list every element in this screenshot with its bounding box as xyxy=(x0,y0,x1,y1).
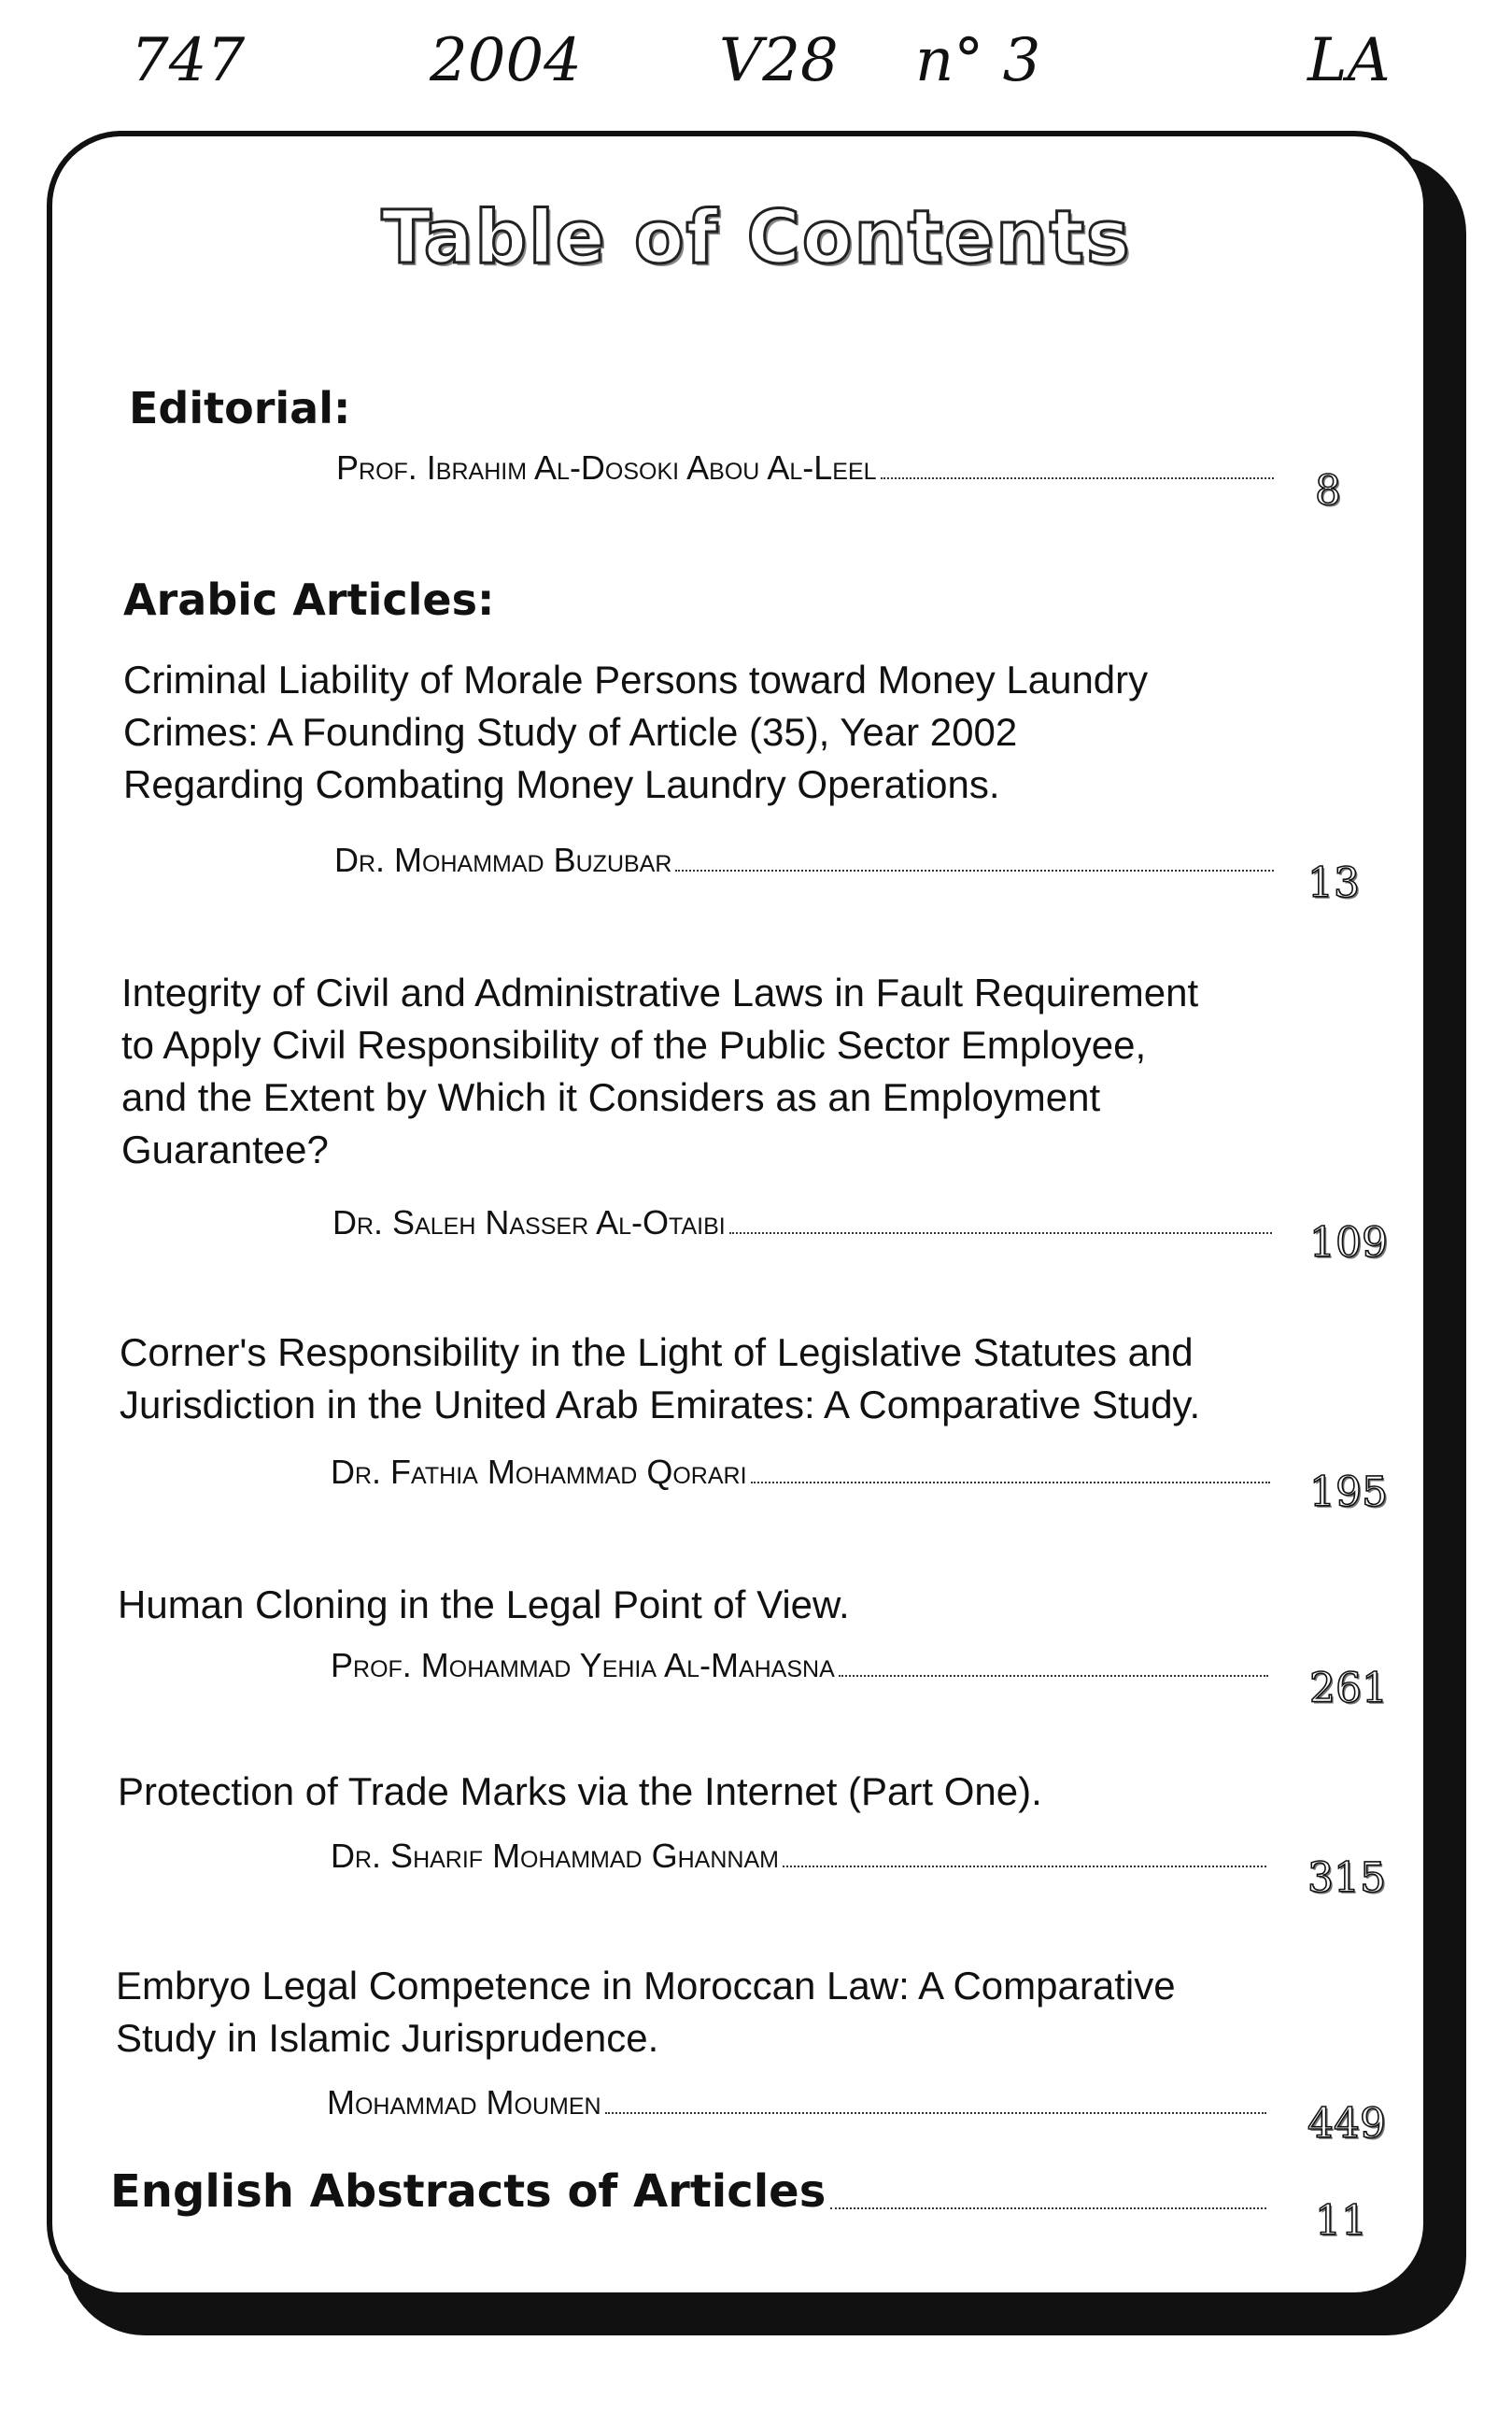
section-heading-arabic-articles: Arabic Articles: xyxy=(123,575,495,625)
dot-leader xyxy=(839,1649,1268,1677)
title-line: Embryo Legal Competence in Moroccan Law: A Comparative xyxy=(116,1964,1176,2008)
toc-author-line[interactable] xyxy=(334,841,1278,887)
title-line: Jurisdiction in the United Arab Emirates: A Comparative Study. xyxy=(120,1383,1201,1426)
handwritten-note: LA xyxy=(1307,26,1391,95)
toc-article-title[interactable] xyxy=(116,1960,1330,2064)
page-number: 109 xyxy=(1309,1219,1388,1267)
author-name: Dr. Fathia Mohammad Qorari xyxy=(331,1453,747,1491)
handwritten-note: n° 3 xyxy=(915,26,1041,95)
toc-author-line[interactable] xyxy=(336,448,1278,495)
title-line: Study in Islamic Jurisprudence. xyxy=(116,2016,659,2060)
toc-author-line[interactable] xyxy=(327,2083,1270,2130)
dot-leader xyxy=(729,1206,1272,1234)
dot-leader xyxy=(675,844,1274,872)
dot-leader xyxy=(751,1455,1270,1483)
author-name: Mohammad Moumen xyxy=(327,2083,601,2121)
toc-author-line[interactable] xyxy=(331,1646,1272,1693)
handwritten-note: V28 xyxy=(719,26,839,95)
handwritten-annotation xyxy=(0,26,1512,129)
title-line: and the Extent by Which it Considers as an Employment xyxy=(121,1075,1101,1119)
title-line: Guarantee? xyxy=(121,1128,329,1171)
handwritten-note: 747 xyxy=(131,26,246,95)
dot-leader xyxy=(830,2181,1266,2209)
handwritten-note: 2004 xyxy=(430,26,582,95)
toc-article-title[interactable] xyxy=(121,967,1335,1176)
page-number: 449 xyxy=(1307,2100,1386,2148)
page-title: Table of Contents xyxy=(381,196,1132,280)
page-number: 8 xyxy=(1315,467,1341,515)
title-line: Human Cloning in the Legal Point of View. xyxy=(118,1582,850,1626)
page-number: 195 xyxy=(1309,1468,1388,1516)
toc-author-line[interactable] xyxy=(331,1453,1274,1499)
page-number: 261 xyxy=(1309,1665,1388,1712)
author-name: Prof. Mohammad Yehia Al-Mahasna xyxy=(331,1646,835,1684)
dot-leader xyxy=(783,1839,1266,1867)
page-number: 13 xyxy=(1307,859,1360,907)
page-number: 11 xyxy=(1315,2197,1367,2245)
title-line: Corner's Responsibility in the Light of Legislative Statutes and xyxy=(120,1330,1194,1374)
dot-leader xyxy=(881,451,1274,479)
toc-article-title[interactable] xyxy=(120,1327,1334,1431)
section-heading-editorial: Editorial: xyxy=(129,383,351,433)
title-line: Regarding Combating Money Laundry Operations. xyxy=(123,762,1000,806)
title-line: Criminal Liability of Morale Persons toward Money Laundry xyxy=(123,658,1149,702)
toc-article-title[interactable] xyxy=(118,1579,1332,1631)
author-name: Prof. Ibrahim Al-Dosoki Abou Al-Leel xyxy=(336,448,877,487)
toc-article-title[interactable] xyxy=(118,1766,1332,1818)
title-line: Integrity of Civil and Administrative Laws in Fault Requirement xyxy=(121,971,1199,1014)
toc-author-line[interactable] xyxy=(332,1203,1276,1250)
toc-article-title[interactable] xyxy=(123,654,1337,811)
title-line: Protection of Trade Marks via the Internet (Part One). xyxy=(118,1769,1042,1813)
toc-leader-line xyxy=(827,2181,1270,2228)
section-heading-english-abstracts[interactable]: English Abstracts of Articles xyxy=(110,2165,827,2218)
title-line: Crimes: A Founding Study of Article (35), Year 2002 xyxy=(123,710,1018,754)
author-name: Dr. Mohammad Buzubar xyxy=(334,841,672,879)
toc-author-line[interactable] xyxy=(331,1837,1270,1883)
title-line: to Apply Civil Responsibility of the Public Sector Employee, xyxy=(121,1023,1147,1067)
page-number: 315 xyxy=(1307,1854,1386,1902)
dot-leader xyxy=(605,2086,1266,2114)
author-name: Dr. Sharif Mohammad Ghannam xyxy=(331,1837,779,1875)
author-name: Dr. Saleh Nasser Al-Otaibi xyxy=(332,1203,726,1241)
